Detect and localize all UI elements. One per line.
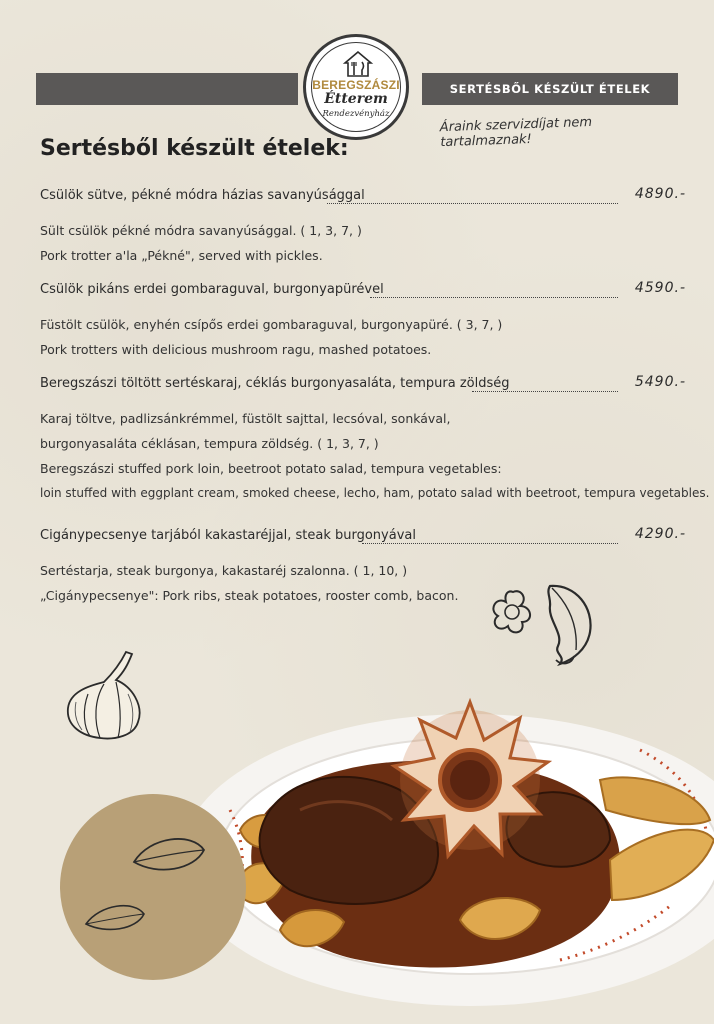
category-banner — [422, 73, 678, 105]
logo-tagline: Rendezvényház — [322, 109, 390, 119]
dish-description-en: Beregszászi stuffed pork loin, beetroot potato salad, tempura vegetables: — [40, 461, 502, 476]
dish-description: Füstölt csülök, enyhén csípős erdei gombaraguval, burgonyapüré. ( 3, 7, ) — [40, 317, 503, 332]
decor-circle — [60, 794, 246, 980]
header-banner-left — [36, 73, 298, 105]
page-title: Sertésből készült ételek: — [40, 136, 349, 161]
dish-name: Csülök pikáns erdei gombaraguval, burgonyapürével — [40, 282, 384, 297]
dish-price: 4590.- — [634, 280, 686, 296]
leader-dots — [472, 391, 618, 392]
leader-dots — [370, 297, 618, 298]
menu-item — [40, 374, 710, 506]
leader-dots — [327, 203, 618, 204]
dish-name: Csülök sütve, pékné módra házias savanyúsággal — [40, 188, 365, 203]
dish-description-en: „Cigánypecsenye": Pork ribs, steak potatoes, rooster comb, bacon. — [40, 588, 459, 603]
dish-description-en: Pork trotters with delicious mushroom ragu, mashed potatoes. — [40, 342, 432, 357]
leaf-icon — [130, 832, 210, 876]
logo-subtitle: Étterem — [324, 91, 388, 107]
restaurant-logo — [303, 34, 409, 140]
service-charge-note: Áraink szervizdíjat nem tartalmaznak! — [439, 114, 593, 151]
dish-description-en: Pork trotter a'la „Pékné", served with pickles. — [40, 248, 323, 263]
dish-description: Karaj töltve, padlizsánkrémmel, füstölt sajttal, lecsóval, sonkával, — [40, 411, 451, 426]
dish-price: 4890.- — [634, 186, 686, 202]
dish-description-en: loin stuffed with eggplant cream, smoked cheese, lecho, ham, potato salad with beetroot, tempura vegetables. — [40, 486, 710, 500]
dish-price: 5490.- — [634, 374, 686, 390]
spice-leaf-icon — [542, 580, 598, 668]
dish-description: burgonyasaláta céklásan, tempura zöldség. ( 1, 3, 7, ) — [40, 436, 379, 451]
category-label: SERTÉSBŐL KÉSZÜLT ÉTELEK — [449, 82, 651, 96]
leaf-icon — [82, 900, 148, 936]
dish-description: Sült csülök pékné módra savanyúsággal. ( 1, 3, 7, ) — [40, 223, 362, 238]
dish-price: 4290.- — [634, 526, 686, 542]
fork-knife-icon — [340, 49, 376, 79]
leader-dots — [362, 543, 618, 544]
menu-item — [40, 188, 690, 268]
dish-name: Beregszászi töltött sertéskaraj, céklás burgonyasaláta, tempura zöldség — [40, 376, 510, 391]
logo-name: BEREGSZÁSZI — [312, 78, 400, 92]
dish-description: Sertéstarja, steak burgonya, kakastaréj szalonna. ( 1, 10, ) — [40, 563, 408, 578]
menu-item — [40, 282, 690, 362]
flower-icon — [488, 586, 538, 638]
dish-name: Cigánypecsenye tarjából kakastaréjjal, steak burgonyával — [40, 528, 416, 543]
